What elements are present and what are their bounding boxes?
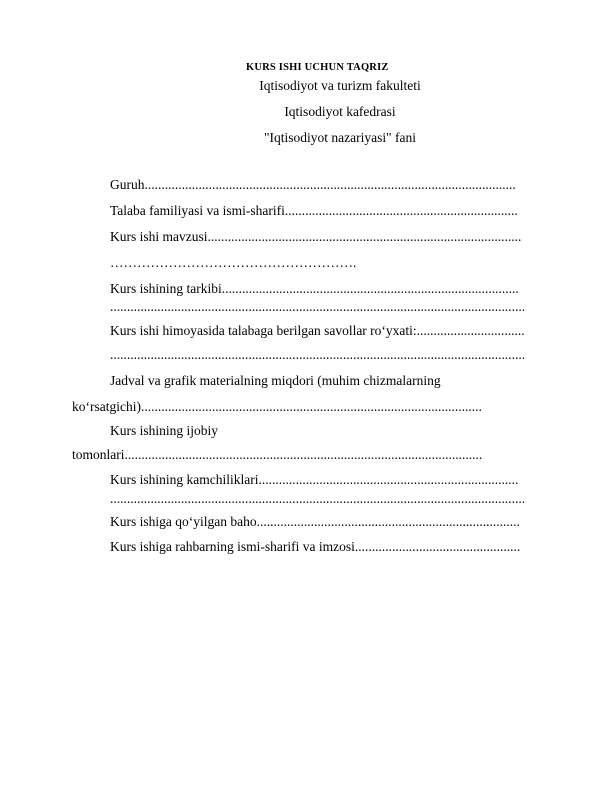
field-topic-continuation: ………………………………………………. [110,255,357,270]
field-tables-graphs: Jadval va grafik materialning miqdori (muhim chizmalarning [110,373,441,388]
document-title: KURS ISHI UCHUN TAQRIZ [246,62,389,73]
field-group: Guruh.............................................................................................................. [110,177,516,192]
field-grade: Kurs ishiga qo‘yilgan baho.............................................................................. [110,514,520,529]
department-name: Iqtisodiyot kafedrasi [284,104,396,119]
field-tables-graphs-continuation: ko‘rsatgichi)..................................................................................................... [72,399,482,414]
field-strengths: Kurs ishining ijobiy [110,423,219,438]
field-strengths-continuation: tomonlari.......................................................................................................... [72,447,483,462]
subject-name: "Iqtisodiyot nazariyasi" fani [264,130,416,145]
field-weaknesses-continuation: ........................................................................................................................... [110,491,526,506]
field-defense-questions: Kurs ishi himoyasida talabaga berilgan savollar ro‘yxati:................................ [110,323,525,338]
field-weaknesses: Kurs ishining kamchiliklari............................................................................. [110,472,519,487]
field-student-name: Talaba familiyasi va ismi-sharifi..................................................................... [110,203,518,218]
field-supervisor-signature: Kurs ishiga rahbarning ismi-sharifi va imzosi................................................. [110,539,521,554]
field-structure-continuation: ........................................................................................................................... [110,299,526,314]
field-defense-questions-continuation: ........................................................................................................................... [110,347,526,362]
field-topic: Kurs ishi mavzusi............................................................................................. [110,229,522,244]
field-structure: Kurs ishining tarkibi........................................................................................ [110,281,519,296]
faculty-name: Iqtisodiyot va turizm fakulteti [259,78,421,93]
